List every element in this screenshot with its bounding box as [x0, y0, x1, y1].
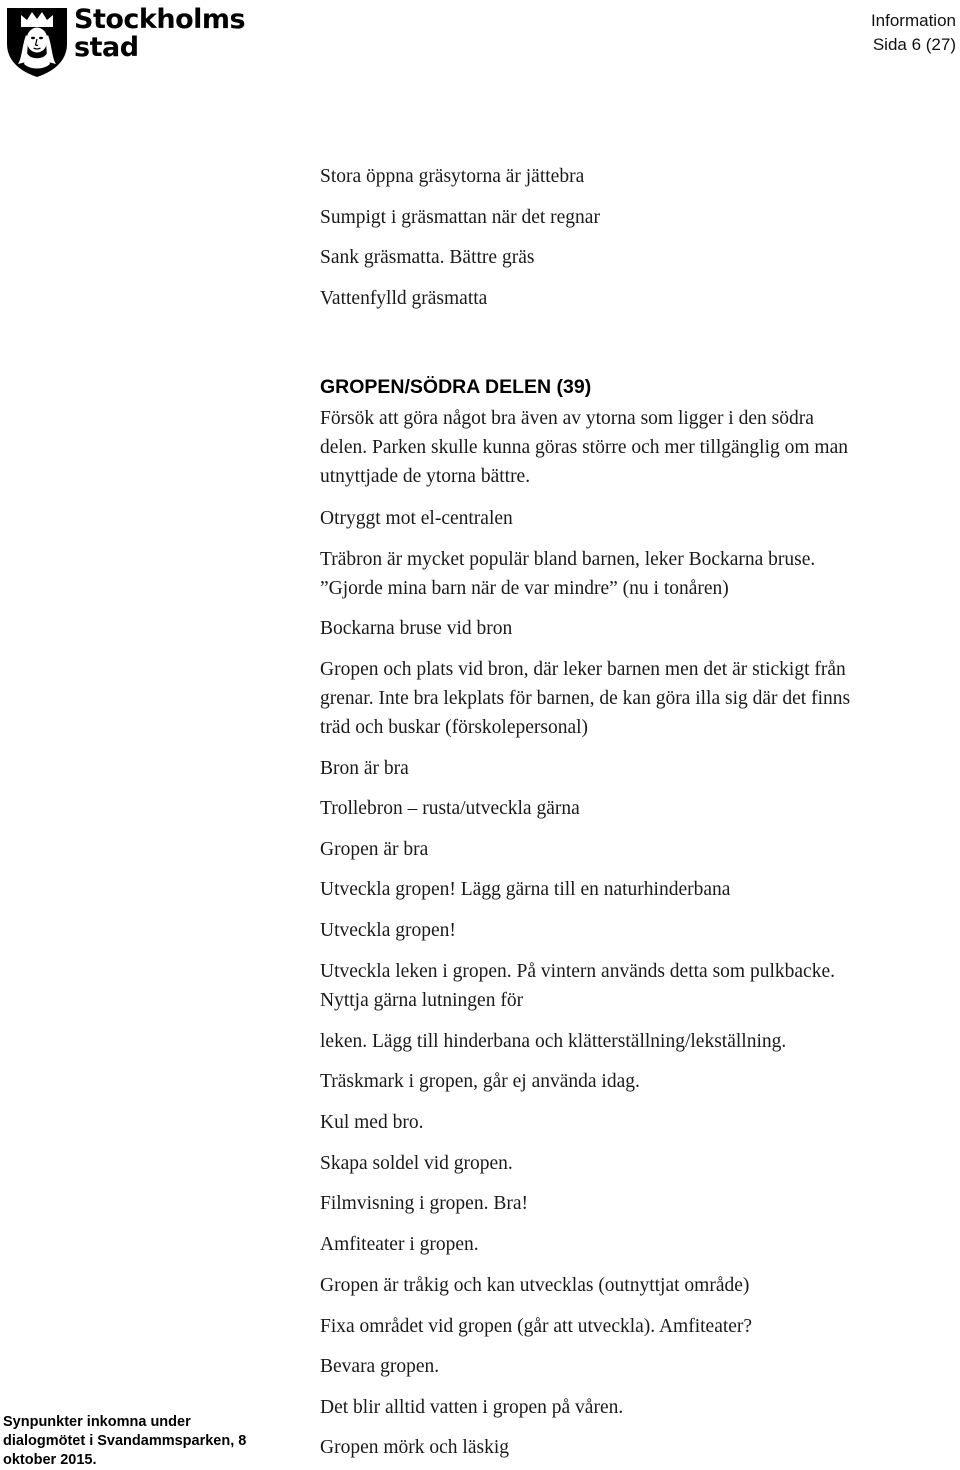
comment-line: träd och buskar (förskolepersonal) [320, 717, 589, 738]
comment-line: Sumpigt i gräsmattan när det regnar [320, 207, 600, 228]
comment-line: utnyttjade de ytorna bättre. [320, 466, 531, 487]
logo-line-stockholms: Stockholms [74, 4, 246, 35]
comment-line: Skapa soldel vid gropen. [320, 1153, 513, 1174]
comment-line: Gropen och plats vid bron, där leker barnen men det är stickigt från [320, 659, 846, 680]
section-heading: GROPEN/SÖDRA DELEN (39) [320, 376, 592, 398]
comment-line: Gropen är bra [320, 839, 429, 860]
comment-line: Amfiteater i gropen. [320, 1234, 479, 1255]
comment-line: ”Gjorde mina barn när de var mindre” (nu i tonåren) [320, 578, 729, 599]
comment-line: Vattenfylld gräsmatta [320, 288, 488, 309]
sidebar-note: Synpunkter inkomna under dialogmötet i Svandammsparken, 8 oktober 2015. [3, 1414, 247, 1468]
comment-line: Träbron är mycket populär bland barnen, leker Bockarna bruse. [320, 549, 816, 570]
comment-line: Kul med bro. [320, 1112, 424, 1133]
document-type: Information [870, 11, 956, 30]
stockholms-stad-logo [4, 2, 246, 78]
comment-line: Bevara gropen. [320, 1356, 440, 1377]
comment-line: Sank gräsmatta. Bättre gräs [320, 247, 535, 268]
document-header-info [871, 9, 956, 57]
comment-line: Gropen är tråkig och kan utvecklas (outnyttjat område) [320, 1275, 750, 1296]
comment-line: Trollebron – rusta/utveckla gärna [320, 798, 580, 819]
comment-line: Gropen mörk och läskig [320, 1437, 510, 1458]
comment-line: Utveckla gropen! Lägg gärna till en naturhinderbana [320, 879, 731, 900]
logo-line-stad: stad [74, 32, 139, 63]
comment-line: Filmvisning i gropen. Bra! [320, 1193, 528, 1214]
comment-line: grenar. Inte bra lekplats för barnen, de kan göra illa sig där det finns [320, 688, 851, 709]
comment-line: Fixa området vid gropen (går att utveckla). Amfiteater? [320, 1316, 753, 1337]
comment-line: Nyttja gärna lutningen för [320, 990, 524, 1011]
comment-line: Otryggt mot el-centralen [320, 508, 513, 529]
page-number: Sida 6 (27) [872, 35, 956, 54]
comment-line: Stora öppna gräsytorna är jättebra [320, 166, 585, 187]
comment-line: Bockarna bruse vid bron [320, 618, 513, 639]
comment-line: Försök att göra något bra även av ytorna som ligger i den södra [320, 408, 814, 429]
comment-line: Träskmark i gropen, går ej använda idag. [320, 1071, 640, 1092]
crowned-head-seal-icon [4, 2, 70, 78]
comment-line: Bron är bra [320, 758, 409, 779]
comment-line: delen. Parken skulle kunna göras större och mer tillgänglig om man [320, 437, 848, 458]
comment-line: Utveckla gropen! [320, 920, 456, 941]
comment-line: leken. Lägg till hinderbana och klätterställning/lekställning. [320, 1031, 787, 1052]
comment-line: Utveckla leken i gropen. På vintern används detta som pulkbacke. [320, 961, 835, 982]
comment-line: Det blir alltid vatten i gropen på våren. [320, 1397, 624, 1418]
